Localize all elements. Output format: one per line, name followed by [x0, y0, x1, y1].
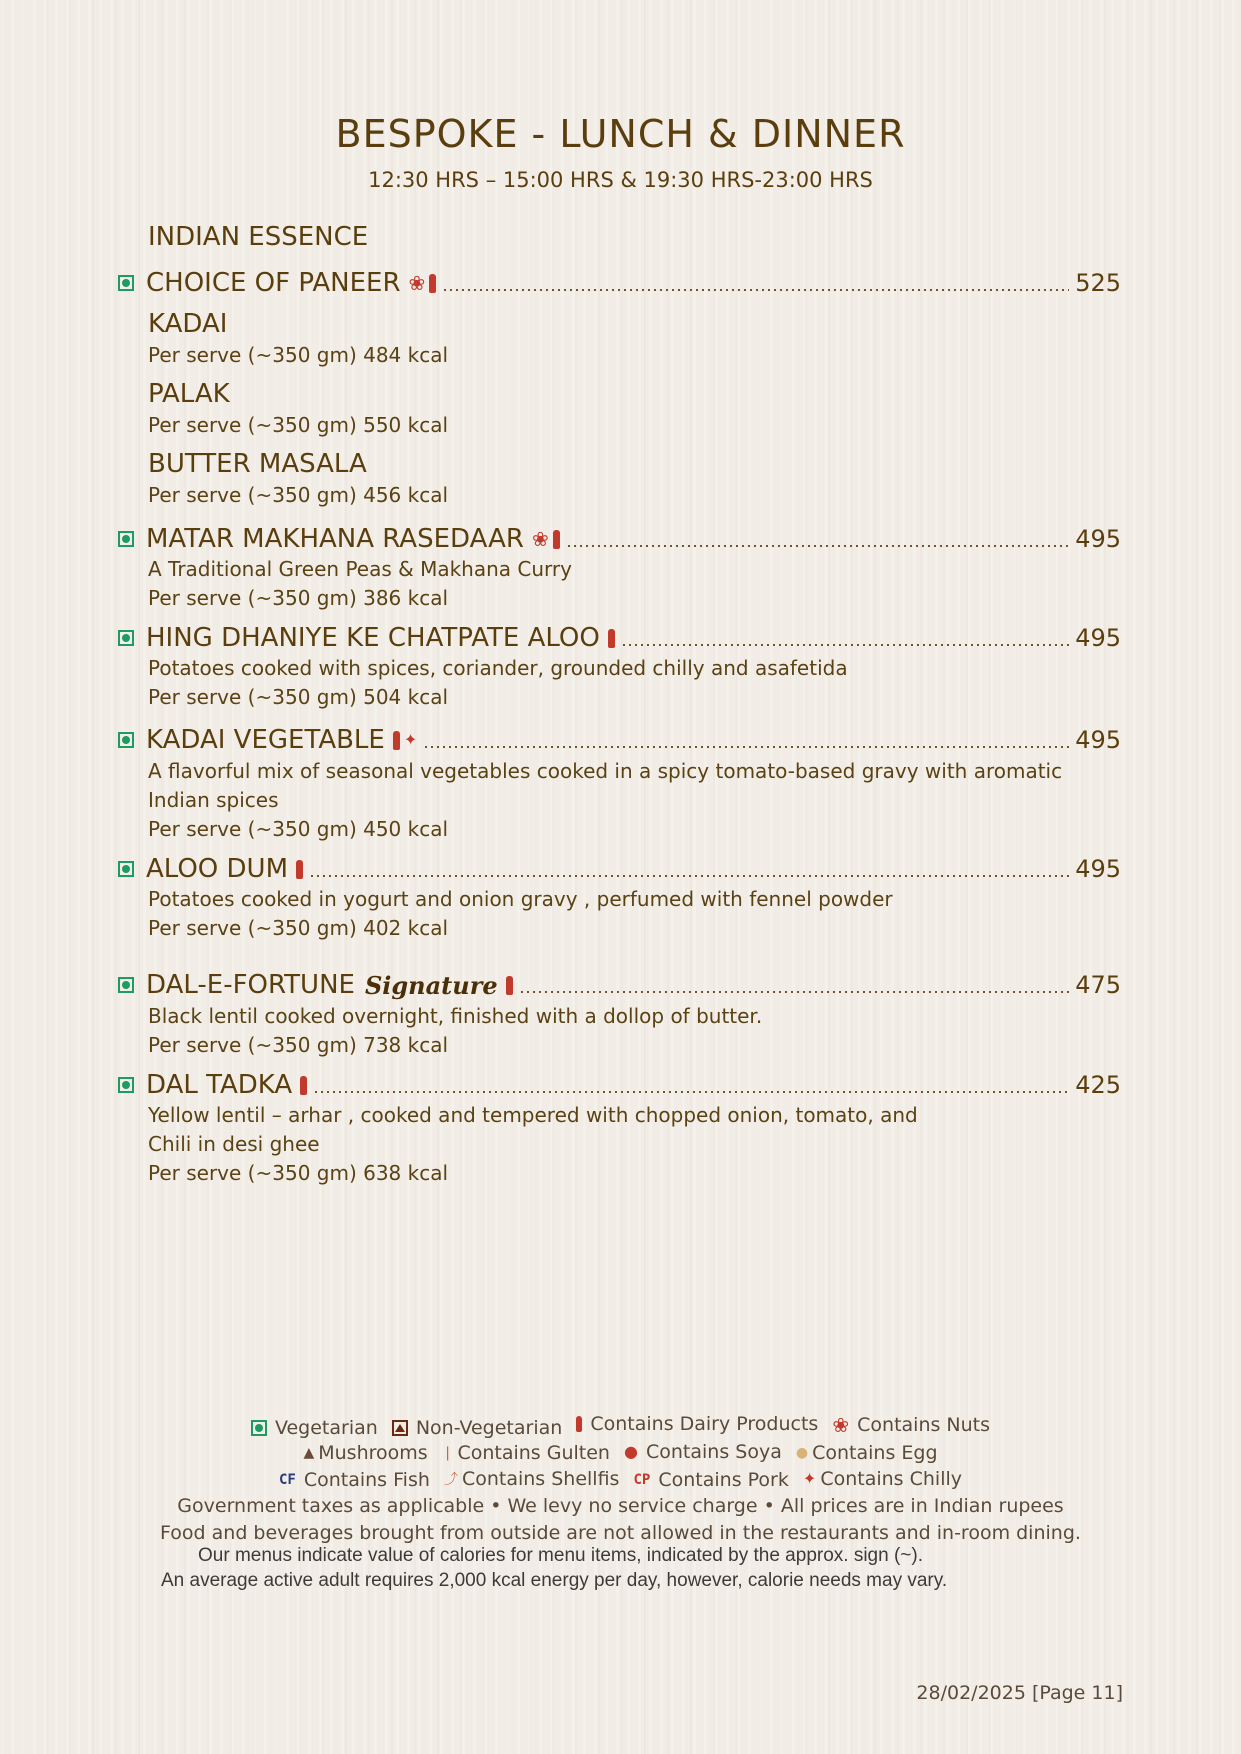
dairy-icon: [553, 530, 560, 549]
legend-shellfish: Contains Shellfis: [461, 1468, 620, 1490]
item-name: HING DHANIYE KE CHATPATE ALOO: [146, 623, 600, 653]
legend-row-2: [0, 1440, 1241, 1464]
menu-item-aloo-dum: [118, 852, 1121, 886]
menu-item-dal-e-fortune: [118, 968, 1121, 1002]
menu-title: BESPOKE - LUNCH & DINNER: [335, 112, 906, 156]
item-price: 495: [1075, 525, 1121, 553]
item-price: 495: [1075, 624, 1121, 652]
dairy-icon: [300, 1076, 307, 1095]
item-description: Chili in desi ghee: [148, 1132, 320, 1156]
veg-icon: [118, 1077, 134, 1093]
item-kcal: Per serve (~350 gm) 638 kcal: [148, 1161, 449, 1185]
item-kcal: Per serve (~350 gm) 402 kcal: [148, 916, 449, 940]
item-kcal: Per serve (~350 gm) 738 kcal: [148, 1033, 449, 1057]
item-name: MATAR MAKHANA RASEDAAR: [146, 524, 524, 554]
veg-icon: [118, 630, 134, 646]
item-description: A flavorful mix of seasonal vegetables cooked in a spicy tomato-based gravy with aromatic: [148, 759, 1063, 783]
legend-row-1: [0, 1413, 1241, 1439]
leader-dots: [309, 875, 1069, 877]
legend-gluten: Contains Gulten: [457, 1442, 610, 1464]
legend-fish: Contains Fish: [303, 1469, 430, 1491]
item-kcal: Per serve (~350 gm) 504 kcal: [148, 685, 449, 709]
leader-dots: [519, 991, 1070, 993]
option-kcal: Per serve (~350 gm) 456 kcal: [148, 483, 449, 507]
non-veg-icon: [392, 1420, 408, 1436]
section-title: INDIAN ESSENCE: [148, 222, 369, 252]
item-name: KADAI VEGETABLE: [146, 725, 385, 755]
leader-dots: [423, 746, 1069, 748]
item-description: Black lentil cooked overnight, finished with a dollop of butter.: [148, 1004, 763, 1028]
dairy-icon: [429, 274, 436, 293]
option-name: BUTTER MASALA: [148, 449, 367, 479]
veg-icon: [251, 1420, 267, 1436]
item-kcal: Per serve (~350 gm) 386 kcal: [148, 586, 449, 610]
dairy-icon: [296, 860, 303, 879]
taxes-note: Government taxes as applicable • We levy no service charge • All prices are in Indian rupees: [177, 1495, 1064, 1517]
leader-dots: [621, 644, 1069, 646]
shellfish-icon: ⤴: [443, 1472, 458, 1488]
leader-dots: [313, 1091, 1069, 1093]
item-name: CHOICE OF PANEER: [146, 268, 401, 298]
item-price: 495: [1075, 855, 1121, 883]
calorie-note: Our menus indicate value of calories for menu items, indicated by the approx. sign (~).: [198, 1545, 923, 1566]
legend-nuts: Contains Nuts: [857, 1414, 991, 1436]
legend-non-vegetarian: Non-Vegetarian: [415, 1417, 563, 1439]
nuts-icon: ❀: [531, 527, 549, 551]
signature-badge: Signature: [364, 970, 498, 1000]
item-price: 495: [1075, 726, 1121, 754]
item-description: A Traditional Green Peas & Makhana Curry: [148, 557, 572, 581]
veg-icon: [118, 531, 134, 547]
dairy-icon: [393, 731, 400, 750]
legend-mushrooms: Mushrooms: [318, 1442, 428, 1464]
dairy-icon: [506, 976, 513, 995]
service-hours: 12:30 HRS – 15:00 HRS & 19:30 HRS-23:00 HRS: [368, 168, 873, 192]
item-price: 525: [1075, 269, 1121, 297]
item-description: Potatoes cooked with spices, coriander, grounded chilly and asafetida: [148, 656, 848, 680]
item-description: Indian spices: [148, 788, 279, 812]
page-number: 28/02/2025 [Page 11]: [916, 1682, 1123, 1704]
mushroom-icon: ▲: [303, 1445, 315, 1461]
item-price: 425: [1075, 1071, 1121, 1099]
leader-dots: [566, 545, 1069, 547]
item-name: ALOO DUM: [146, 854, 289, 884]
legend-egg: Contains Egg: [812, 1442, 938, 1464]
veg-icon: [118, 861, 134, 877]
outside-food-note: Food and beverages brought from outside are not allowed in the restaurants and in-room dining.: [160, 1522, 1081, 1544]
option-kcal: Per serve (~350 gm) 484 kcal: [148, 343, 449, 367]
menu-item-dal-tadka: [118, 1068, 1121, 1102]
soya-icon: ●: [624, 1442, 638, 1461]
veg-icon: [118, 275, 134, 291]
chilly-icon: ✦: [403, 730, 418, 749]
dairy-icon: [576, 1416, 582, 1432]
option-kcal: Per serve (~350 gm) 550 kcal: [148, 413, 449, 437]
nuts-icon: ❀: [408, 271, 426, 295]
item-name: DAL-E-FORTUNE: [146, 970, 355, 1000]
menu-item-hing-dhaniye: [118, 621, 1121, 655]
calorie-requirement-note: An average active adult requires 2,000 kcal energy per day, however, calorie needs may vary.: [161, 1570, 948, 1591]
item-name: DAL TADKA: [146, 1070, 293, 1100]
veg-icon: [118, 977, 134, 993]
leader-dots: [442, 289, 1069, 291]
chilly-icon: ✦: [802, 1469, 817, 1488]
item-price: 475: [1075, 971, 1121, 999]
option-name: PALAK: [148, 379, 230, 409]
legend-chilly: Contains Chilly: [820, 1468, 963, 1490]
legend-dairy: Contains Dairy Products: [590, 1413, 819, 1435]
item-description: Yellow lentil – arhar , cooked and tempered with chopped onion, tomato, and: [148, 1103, 918, 1127]
item-description: Potatoes cooked in yogurt and onion gravy , perfumed with fennel powder: [148, 887, 893, 911]
legend-row-3: [0, 1467, 1241, 1491]
legend-pork: Contains Pork: [658, 1469, 789, 1491]
dairy-icon: [608, 629, 615, 648]
egg-icon: ●: [795, 1445, 809, 1461]
gluten-icon: ❘: [441, 1445, 454, 1461]
item-kcal: Per serve (~350 gm) 450 kcal: [148, 817, 449, 841]
veg-icon: [118, 732, 134, 748]
menu-item-paneer: [118, 266, 1121, 300]
legend-vegetarian: Vegetarian: [274, 1417, 378, 1439]
legend-soya: Contains Soya: [645, 1440, 782, 1463]
option-name: KADAI: [148, 309, 228, 339]
pork-icon: CP: [633, 1472, 651, 1488]
fish-icon: CF: [278, 1472, 296, 1488]
menu-item-matar-makhana: [118, 522, 1121, 556]
nuts-icon: ❀: [832, 1413, 850, 1437]
menu-item-kadai-vegetable: [118, 723, 1121, 757]
